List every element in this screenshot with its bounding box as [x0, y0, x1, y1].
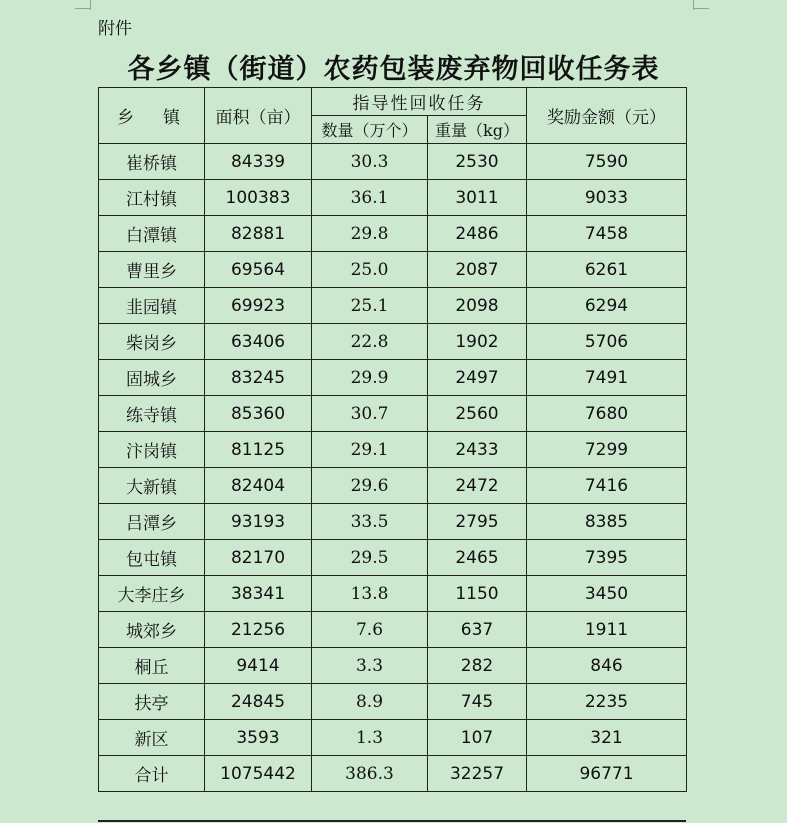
township-cell: 曹里乡: [99, 252, 205, 288]
reward-cell: 6261: [527, 252, 687, 288]
quantity-cell: 386.3: [312, 756, 428, 792]
reward-cell: 7491: [527, 360, 687, 396]
table-row: [99, 360, 687, 396]
header-quantity: 数量（万个）: [312, 116, 428, 144]
area-cell: 38341: [205, 576, 312, 612]
table-row: [99, 252, 687, 288]
weight-cell: 2472: [428, 468, 527, 504]
quantity-cell: 3.3: [312, 648, 428, 684]
table-row: [99, 432, 687, 468]
quantity-cell: 8.9: [312, 684, 428, 720]
area-cell: 82170: [205, 540, 312, 576]
area-cell: 82404: [205, 468, 312, 504]
reward-cell: 96771: [527, 756, 687, 792]
table-row: [99, 612, 687, 648]
township-cell: 扶亭: [99, 684, 205, 720]
quantity-cell: 29.8: [312, 216, 428, 252]
township-cell: 白潭镇: [99, 216, 205, 252]
area-cell: 1075442: [205, 756, 312, 792]
header-row: [99, 88, 687, 116]
header-guidance-group: 指导性回收任务: [312, 88, 527, 116]
township-cell: 城郊乡: [99, 612, 205, 648]
header-weight: 重量（kg）: [428, 116, 527, 144]
table-row: [99, 468, 687, 504]
quantity-cell: 29.1: [312, 432, 428, 468]
township-cell: 大李庄乡: [99, 576, 205, 612]
weight-cell: 637: [428, 612, 527, 648]
table-row: [99, 144, 687, 180]
weight-cell: 2098: [428, 288, 527, 324]
township-cell: 柴岗乡: [99, 324, 205, 360]
township-cell: 固城乡: [99, 360, 205, 396]
weight-cell: 3011: [428, 180, 527, 216]
table-row: [99, 324, 687, 360]
township-cell: 桐丘: [99, 648, 205, 684]
quantity-cell: 33.5: [312, 504, 428, 540]
quantity-cell: 29.9: [312, 360, 428, 396]
weight-cell: 2530: [428, 144, 527, 180]
reward-cell: 5706: [527, 324, 687, 360]
page-corner-mark: [90, 0, 91, 10]
weight-cell: 107: [428, 720, 527, 756]
weight-cell: 2087: [428, 252, 527, 288]
township-cell: 汴岗镇: [99, 432, 205, 468]
reward-cell: 7590: [527, 144, 687, 180]
area-cell: 100383: [205, 180, 312, 216]
area-cell: 21256: [205, 612, 312, 648]
reward-cell: 9033: [527, 180, 687, 216]
township-cell: 新区: [99, 720, 205, 756]
weight-cell: 32257: [428, 756, 527, 792]
page-title: 各乡镇（街道）农药包装废弃物回收任务表: [127, 54, 660, 85]
township-cell: 包屯镇: [99, 540, 205, 576]
table-row: [99, 576, 687, 612]
reward-cell: 6294: [527, 288, 687, 324]
page-bottom-rule: [98, 820, 686, 822]
reward-cell: 2235: [527, 684, 687, 720]
area-cell: 82881: [205, 216, 312, 252]
table-row: [99, 648, 687, 684]
quantity-cell: 25.1: [312, 288, 428, 324]
quantity-cell: 30.3: [312, 144, 428, 180]
reward-cell: 7416: [527, 468, 687, 504]
reward-cell: 7680: [527, 396, 687, 432]
area-cell: 93193: [205, 504, 312, 540]
quantity-cell: 36.1: [312, 180, 428, 216]
page-corner-mark: [693, 8, 709, 9]
task-table: [98, 87, 687, 792]
area-cell: 63406: [205, 324, 312, 360]
township-cell: 崔桥镇: [99, 144, 205, 180]
reward-cell: 7458: [527, 216, 687, 252]
table-row: [99, 504, 687, 540]
table-row: [99, 684, 687, 720]
reward-cell: 846: [527, 648, 687, 684]
weight-cell: 282: [428, 648, 527, 684]
weight-cell: 2465: [428, 540, 527, 576]
quantity-cell: 29.6: [312, 468, 428, 504]
weight-cell: 2560: [428, 396, 527, 432]
reward-cell: 7395: [527, 540, 687, 576]
quantity-cell: 1.3: [312, 720, 428, 756]
quantity-cell: 13.8: [312, 576, 428, 612]
reward-cell: 7299: [527, 432, 687, 468]
township-cell: 吕潭乡: [99, 504, 205, 540]
area-cell: 69564: [205, 252, 312, 288]
reward-cell: 3450: [527, 576, 687, 612]
weight-cell: 2433: [428, 432, 527, 468]
reward-cell: 8385: [527, 504, 687, 540]
header-reward: 奖励金额（元）: [527, 88, 687, 144]
weight-cell: 2486: [428, 216, 527, 252]
area-cell: 3593: [205, 720, 312, 756]
area-cell: 81125: [205, 432, 312, 468]
table-row: [99, 720, 687, 756]
attachment-label: 附件: [98, 19, 132, 39]
area-cell: 9414: [205, 648, 312, 684]
table-row: [99, 288, 687, 324]
weight-cell: 1150: [428, 576, 527, 612]
table-row: [99, 756, 687, 792]
quantity-cell: 29.5: [312, 540, 428, 576]
reward-cell: 1911: [527, 612, 687, 648]
table-row: [99, 396, 687, 432]
weight-cell: 1902: [428, 324, 527, 360]
quantity-cell: 30.7: [312, 396, 428, 432]
table-row: [99, 216, 687, 252]
township-cell: 练寺镇: [99, 396, 205, 432]
area-cell: 24845: [205, 684, 312, 720]
weight-cell: 2497: [428, 360, 527, 396]
weight-cell: 745: [428, 684, 527, 720]
page-corner-mark: [693, 0, 694, 10]
quantity-cell: 22.8: [312, 324, 428, 360]
table-row: [99, 180, 687, 216]
area-cell: 69923: [205, 288, 312, 324]
reward-cell: 321: [527, 720, 687, 756]
header-area: 面积（亩）: [205, 88, 312, 144]
area-cell: 83245: [205, 360, 312, 396]
quantity-cell: 7.6: [312, 612, 428, 648]
header-township: 乡 镇: [99, 88, 205, 144]
quantity-cell: 25.0: [312, 252, 428, 288]
page-corner-mark: [75, 8, 91, 9]
township-cell: 大新镇: [99, 468, 205, 504]
weight-cell: 2795: [428, 504, 527, 540]
area-cell: 84339: [205, 144, 312, 180]
area-cell: 85360: [205, 396, 312, 432]
township-cell: 江村镇: [99, 180, 205, 216]
table-row: [99, 540, 687, 576]
township-cell: 韭园镇: [99, 288, 205, 324]
township-cell: 合计: [99, 756, 205, 792]
